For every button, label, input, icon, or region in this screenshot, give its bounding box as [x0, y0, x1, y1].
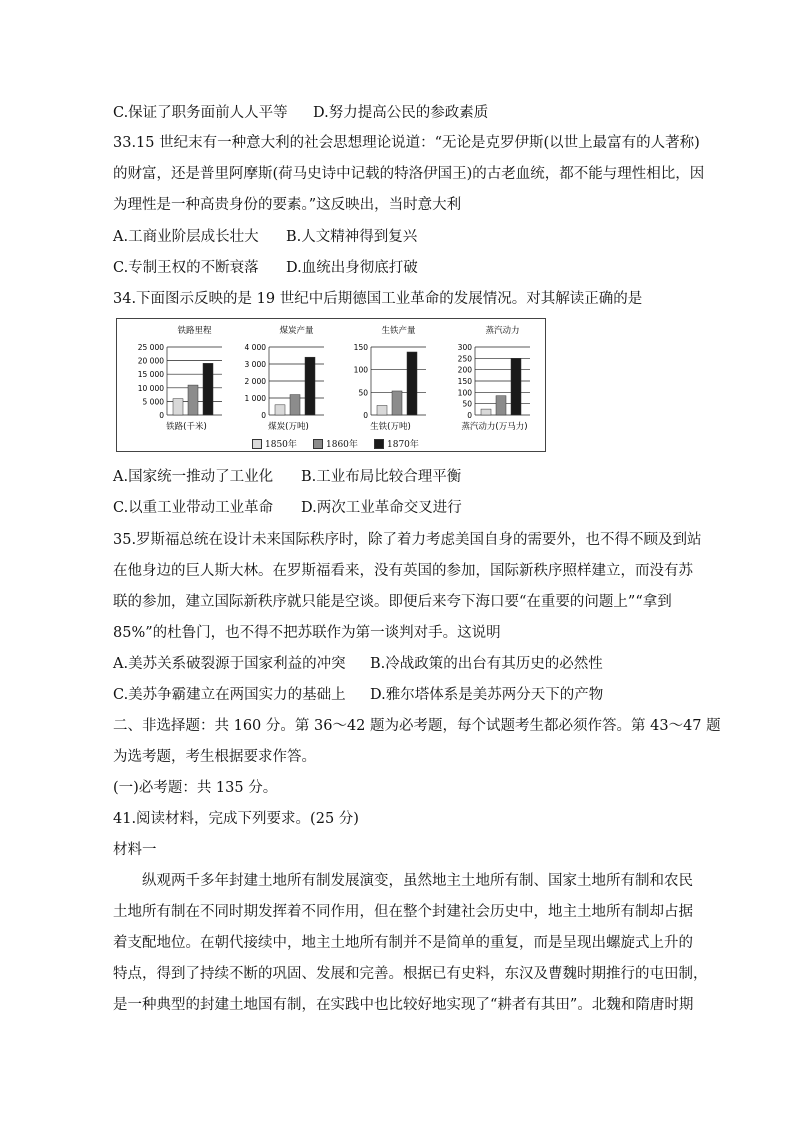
- chart-1-bar-2: [305, 357, 315, 415]
- chart-2-tick-label-2: 50: [358, 388, 368, 398]
- q35-option-d: D.雅尔塔体系是美苏两分天下的产物: [370, 687, 604, 703]
- chart-1-bar-0: [275, 405, 285, 415]
- chart-1-tick-label-0: 4 000: [244, 343, 266, 352]
- chart-0-tick-label-1: 20 000: [137, 356, 164, 366]
- chart-3-tick-label-5: 50: [462, 399, 472, 409]
- material-one-para-line-2: 土地所有制在不同时期发挥着不同作用，但在整个封建社会历史中，地主土地所有制却占据: [113, 904, 693, 920]
- chart-3-bar-2: [511, 359, 521, 415]
- q32-option-d: D.努力提高公民的参政素质: [313, 105, 489, 121]
- chart-2-xlabel: 生铁(万吨): [370, 422, 411, 432]
- q32-option-c: C.保证了职务面前人人平等: [113, 105, 288, 121]
- legend-label-1850: 1850年: [265, 440, 297, 450]
- legend-label-1870: 1870年: [387, 440, 419, 450]
- chart-0-tick-label-0: 25 000: [137, 343, 164, 352]
- material-one-para-line-5: 是一种典型的封建土地国有制，在实践中也比较好地实现了“耕者有其田”。北魏和隋唐时期: [113, 997, 694, 1013]
- chart-2-tick-label-0: 150: [353, 343, 368, 352]
- legend-swatch-1850: [252, 439, 262, 449]
- section-two-heading-line-1: 二、非选择题：共 160 分。第 36～42 题为必考题，每个试题考生都必须作答。第 43～47 题: [113, 718, 721, 734]
- chart-0-title: 铁路里程: [177, 326, 212, 336]
- q35-stem-line-1: 35.罗斯福总统在设计未来国际秩序时，除了着力考虑美国自身的需要外，也不得不顾及到站: [113, 532, 702, 548]
- q34-option-b: B.工业布局比较合理平衡: [301, 469, 462, 485]
- chart-3-tick-label-3: 150: [457, 377, 472, 386]
- legend-swatch-1860: [313, 439, 323, 449]
- q35-stem-line-3: 联的参加，建立国际新秩序就只能是空谈。即便后来夸下海口要“在重要的问题上”“拿到: [113, 594, 672, 610]
- legend-1860: [313, 437, 358, 450]
- chart-1-xlabel: 煤炭(万吨): [268, 422, 309, 432]
- q34-option-d: D.两次工业革命交叉进行: [301, 500, 462, 516]
- q33-option-a: A.工商业阶层成长壮大: [113, 229, 259, 245]
- legend-1870: [374, 437, 419, 450]
- required-questions-heading: (一)必考题：共 135 分。: [113, 780, 278, 796]
- chart-2-tick-label-1: 100: [353, 365, 368, 375]
- chart-3-bar-1: [496, 396, 506, 415]
- legend-label-1860: 1860年: [326, 440, 358, 450]
- chart-2-bar-0: [377, 405, 387, 415]
- chart-3-tick-label-0: 300: [457, 343, 472, 352]
- section-two-heading-line-2: 为选考题，考生根据要求作答。: [113, 749, 316, 765]
- chart-0-bar-1: [188, 385, 198, 415]
- q34-option-a: A.国家统一推动了工业化: [113, 469, 274, 485]
- q35-stem-line-4: 85%”的杜鲁门，也不得不把苏联作为第一谈判对手。这说明: [113, 625, 501, 641]
- q33-option-c: C.专制王权的不断衰落: [113, 260, 259, 276]
- charts-svg: [117, 319, 545, 451]
- material-one-para-line-1: 纵观两千多年封建土地所有制发展演变，虽然地主土地所有制、国家土地所有制和农民: [142, 873, 693, 889]
- q34-stem: 34.下面图示反映的是 19 世纪中后期德国工业革命的发展情况。对其解读正确的是: [113, 291, 643, 307]
- q33-stem-line-1: 33.15 世纪末有一种意大利的社会思想理论说道：“无论是克罗伊斯(以世上最富有的人著称): [113, 135, 700, 151]
- chart-1-tick-label-2: 2 000: [244, 377, 266, 386]
- chart-2-bar-2: [407, 352, 417, 415]
- q35-option-b: B.冷战政策的出台有其历史的必然性: [370, 656, 603, 672]
- legend-swatch-1870: [374, 439, 384, 449]
- chart-1-tick-label-1: 3 000: [244, 360, 266, 369]
- chart-0-bar-2: [203, 363, 213, 415]
- chart-1-tick-label-3: 1 000: [244, 394, 266, 403]
- material-one-para-line-3: 着支配地位。在朝代接续中，地主土地所有制并不是简单的重复，而是呈现出螺旋式上升的: [113, 935, 693, 951]
- chart-2-title: 生铁产量: [381, 326, 416, 336]
- chart-0-tick-label-5: 0: [159, 411, 164, 420]
- q33-option-b: B.人文精神得到复兴: [286, 229, 418, 245]
- q34-option-c: C.以重工业带动工业革命: [113, 500, 274, 516]
- chart-2-bar-1: [392, 391, 402, 415]
- chart-0-tick-label-4: 5 000: [142, 397, 164, 407]
- q35-option-a: A.美苏关系破裂源于国家利益的冲突: [113, 656, 346, 672]
- material-one-para-line-4: 特点，得到了持续不断的巩固、发展和完善。根据已有史料，东汉及曹魏时期推行的屯田制，: [113, 966, 708, 982]
- chart-3-title: 蒸汽动力: [485, 326, 520, 336]
- chart-3-bar-0: [481, 409, 491, 415]
- industrial-revolution-figure: [116, 318, 546, 452]
- material-one-label: 材料一: [113, 842, 157, 858]
- q35-option-c: C.美苏争霸建立在两国实力的基础上: [113, 687, 346, 703]
- chart-3-tick-label-1: 250: [457, 354, 472, 364]
- chart-0-tick-label-2: 15 000: [137, 370, 164, 380]
- chart-3-tick-label-2: 200: [457, 365, 472, 375]
- q35-stem-line-2: 在他身边的巨人斯大林。在罗斯福看来，没有英国的参加，国际新秩序照样建立，而没有苏: [113, 563, 693, 579]
- q33-option-d: D.血统出身彻底打破: [286, 260, 418, 276]
- q33-stem-line-3: 为理性是一种高贵身份的要素。”这反映出，当时意大利: [113, 197, 462, 213]
- chart-1-bar-1: [290, 395, 300, 415]
- chart-2-tick-label-3: 0: [363, 411, 368, 420]
- q33-stem-line-2: 的财富，还是普里阿摩斯(荷马史诗中记载的特洛伊国王)的古老血统，都不能与理性相比，因: [113, 166, 705, 182]
- chart-1-tick-label-4: 0: [261, 411, 266, 420]
- chart-3-tick-label-4: 100: [457, 388, 472, 398]
- chart-0-tick-label-3: 10 000: [137, 383, 164, 393]
- chart-1-title: 煤炭产量: [279, 326, 314, 336]
- chart-3-xlabel: 蒸汽动力(万马力): [461, 422, 528, 432]
- chart-0-bar-0: [173, 399, 183, 415]
- chart-0-xlabel: 铁路(千米): [166, 422, 207, 432]
- q41-stem: 41.阅读材料，完成下列要求。(25 分): [113, 811, 359, 827]
- chart-3-tick-label-6: 0: [467, 411, 472, 420]
- legend-1850: [252, 437, 297, 450]
